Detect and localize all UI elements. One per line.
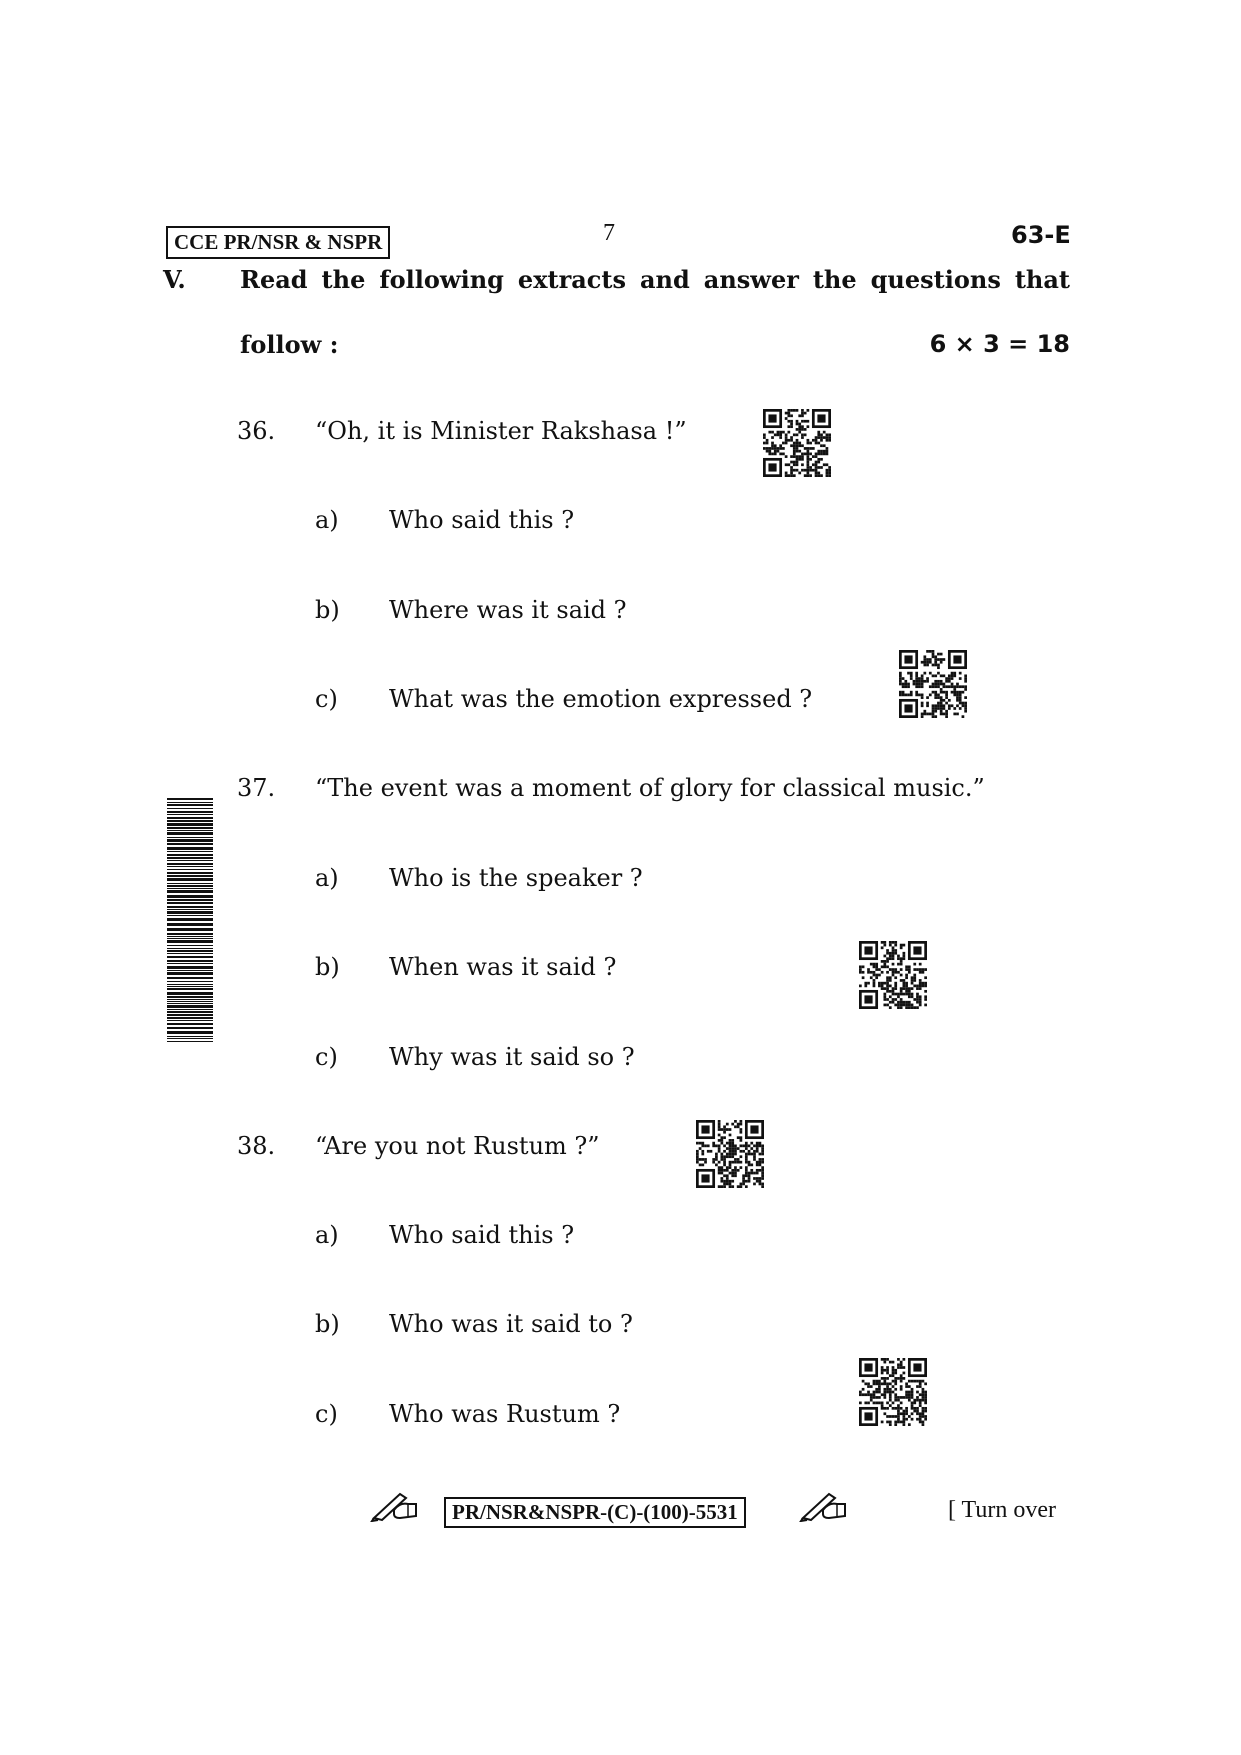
part-text: What was the emotion expressed ? — [389, 685, 813, 713]
part-label: c) — [315, 1400, 338, 1428]
section-instruction: Read the following extracts and answer the questions that — [240, 265, 1070, 294]
question-quote: “The event was a moment of glory for classical music.” — [315, 774, 985, 802]
part-text: Who said this ? — [389, 1221, 575, 1249]
part-label: b) — [315, 596, 340, 624]
part-label: b) — [315, 1310, 340, 1338]
part-text: Who was Rustum ? — [389, 1400, 621, 1428]
writing-hand-icon — [799, 1488, 849, 1522]
section-marks: 6 × 3 = 18 — [929, 330, 1070, 358]
part-label: a) — [315, 1221, 339, 1249]
qr-code-icon — [763, 409, 831, 477]
section-number: V. — [163, 265, 186, 294]
question-quote: “Are you not Rustum ?” — [315, 1132, 600, 1160]
part-label: c) — [315, 685, 338, 713]
part-text: Who said this ? — [389, 506, 575, 534]
part-label: b) — [315, 953, 340, 981]
question-quote: “Oh, it is Minister Rakshasa !” — [315, 417, 687, 445]
question-number: 36. — [237, 417, 276, 445]
turn-over-note: [ Turn over — [948, 1497, 1057, 1523]
qr-code-icon — [696, 1120, 764, 1188]
part-text: Who was it said to ? — [389, 1310, 633, 1338]
part-label: a) — [315, 864, 339, 892]
writing-hand-icon — [370, 1488, 420, 1522]
page-number: 7 — [603, 220, 615, 246]
footer-code-box: PR/NSR&NSPR-(C)-(100)-5531 — [444, 1497, 746, 1528]
part-text: Why was it said so ? — [389, 1043, 635, 1071]
question-number: 38. — [237, 1132, 276, 1160]
paper-code: 63-E — [1011, 221, 1071, 249]
part-label: a) — [315, 506, 339, 534]
part-label: c) — [315, 1043, 338, 1071]
qr-code-icon — [859, 1358, 927, 1426]
qr-code-icon — [859, 941, 927, 1009]
section-instruction-cont: follow : — [240, 330, 339, 359]
barcode-icon — [167, 798, 213, 1042]
part-text: When was it said ? — [389, 953, 617, 981]
question-number: 37. — [237, 774, 276, 802]
qr-code-icon — [899, 650, 967, 718]
part-text: Who is the speaker ? — [389, 864, 643, 892]
part-text: Where was it said ? — [389, 596, 627, 624]
header-code-box: CCE PR/NSR & NSPR — [166, 226, 390, 259]
